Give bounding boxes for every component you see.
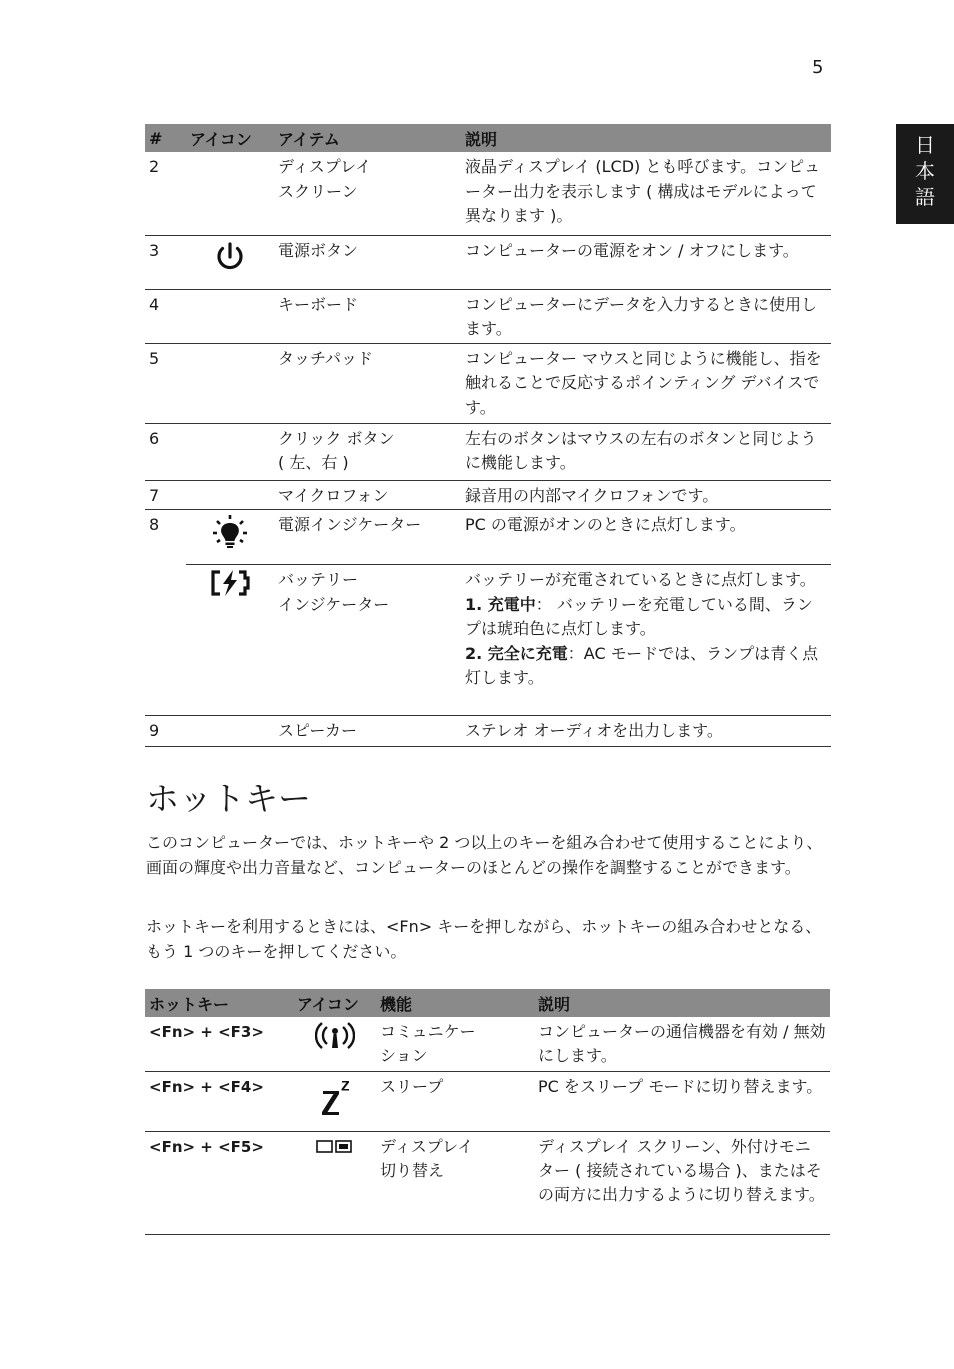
row-icon bbox=[186, 235, 274, 289]
header-icon: アイコン bbox=[293, 989, 376, 1017]
row-icon bbox=[186, 565, 274, 716]
battery-full-description bbox=[465, 642, 827, 691]
function-name bbox=[376, 1017, 534, 1071]
row-description: コンピューターの電源をオン / オフにします。 bbox=[461, 235, 831, 289]
row-item: マイクロフォン bbox=[274, 480, 461, 510]
row-icon bbox=[293, 1017, 376, 1071]
section-title: ホットキー bbox=[146, 779, 311, 818]
table-header-row bbox=[145, 989, 830, 1017]
row-icon bbox=[293, 1131, 376, 1234]
hotkeys-table bbox=[145, 989, 830, 1235]
page-number: 5 bbox=[812, 57, 824, 78]
item-line: ( 左、右 ) bbox=[278, 453, 349, 472]
row-icon-empty bbox=[186, 152, 274, 235]
hotkey-combo: <Fn> + <F4> bbox=[145, 1071, 293, 1131]
row-description: PC をスリープ モードに切り替えます。 bbox=[534, 1071, 830, 1131]
item-line: スクリーン bbox=[278, 181, 358, 201]
usage-paragraph: ホットキーを利用するときには、<Fn> キーを押しながら、ホットキーの組み合わせとなる、もう 1 つのキーを押してください。 bbox=[146, 917, 822, 961]
row-description: コンピューターにデータを入力するときに使用します。 bbox=[461, 289, 831, 343]
row-number: 6 bbox=[145, 423, 186, 480]
row-number: 9 bbox=[145, 716, 186, 747]
full-label: 2. 完全に充電 bbox=[465, 643, 568, 663]
row-item bbox=[274, 423, 461, 480]
table-row bbox=[145, 480, 831, 510]
table-row bbox=[145, 1017, 830, 1071]
battery-charging-description bbox=[465, 593, 827, 642]
charging-text: ： バッテリーを充電している間、ランプは琥珀色に点灯します。 bbox=[465, 594, 813, 638]
table-row bbox=[145, 152, 831, 235]
item-line: ディスプレイ bbox=[278, 157, 372, 176]
language-tab-char: 本 bbox=[915, 159, 935, 183]
row-number-empty bbox=[145, 565, 186, 716]
language-tab-char: 語 bbox=[915, 185, 935, 209]
header-description: 説明 bbox=[461, 124, 831, 152]
row-item: 電源ボタン bbox=[274, 235, 461, 289]
table-header-row bbox=[145, 124, 831, 152]
battery-charging-icon bbox=[209, 568, 251, 606]
table-row bbox=[145, 716, 831, 747]
charging-label: 1. 充電中 bbox=[465, 594, 536, 614]
power-indicator-icon bbox=[210, 513, 250, 561]
row-description: ディスプレイ スクリーン、外付けモニター ( 接続されている場合 )、またはその両方に出力するように切り替えます。 bbox=[534, 1131, 830, 1234]
row-icon bbox=[186, 510, 274, 565]
row-icon-empty bbox=[186, 289, 274, 343]
table-row bbox=[145, 510, 831, 565]
hotkey-combo: <Fn> + <F5> bbox=[145, 1131, 293, 1234]
battery-description-intro: バッテリーが充電されているときに点灯します。 bbox=[465, 570, 816, 589]
intro-paragraph: このコンピューターでは、ホットキーや 2 つ以上のキーを組み合わせて使用することにより、画面の輝度や出力音量など、コンピューターのほとんどの操作を調整することができます。 bbox=[146, 833, 823, 877]
hotkey-combo: <Fn> + <F3> bbox=[145, 1017, 293, 1071]
wireless-communication-icon bbox=[315, 1020, 355, 1059]
row-number: 2 bbox=[145, 152, 186, 235]
row-number: 5 bbox=[145, 343, 186, 423]
row-description: 録音用の内部マイクロフォンです。 bbox=[461, 480, 831, 510]
row-number: 3 bbox=[145, 235, 186, 289]
header-item: アイテム bbox=[274, 124, 461, 152]
row-item: スピーカー bbox=[274, 716, 461, 747]
row-description: 液晶ディスプレイ (LCD) とも呼びます。コンピューター出力を表示します ( 構成はモデルによって異なります )。 bbox=[461, 152, 831, 235]
header-icon: アイコン bbox=[186, 124, 274, 152]
full-text: ：AC モードでは、ランプは青く点灯します。 bbox=[465, 643, 819, 687]
row-number: 7 bbox=[145, 480, 186, 510]
header-function: 機能 bbox=[376, 989, 534, 1017]
row-icon-empty bbox=[186, 423, 274, 480]
header-hotkey: ホットキー bbox=[145, 989, 293, 1017]
table-row bbox=[145, 235, 831, 289]
row-item: 電源インジケーター bbox=[274, 510, 461, 565]
row-description: コンピューターの通信機器を有効 / 無効にします。 bbox=[534, 1017, 830, 1071]
row-icon-empty bbox=[186, 716, 274, 747]
table-row bbox=[145, 565, 831, 716]
row-item bbox=[274, 152, 461, 235]
function-line: ション bbox=[380, 1046, 428, 1065]
row-item: タッチパッド bbox=[274, 343, 461, 423]
function-name: スリープ bbox=[376, 1071, 534, 1131]
row-number: 4 bbox=[145, 289, 186, 343]
table-row bbox=[145, 343, 831, 423]
row-item: キーボード bbox=[274, 289, 461, 343]
item-line: クリック ボタン bbox=[278, 428, 395, 448]
function-line: ディスプレイ bbox=[380, 1136, 474, 1156]
row-description bbox=[461, 565, 831, 716]
function-name bbox=[376, 1131, 534, 1234]
language-tab-char: 日 bbox=[915, 133, 935, 157]
table-row bbox=[145, 289, 831, 343]
row-description: コンピューター マウスと同じように機能し、指を触れることで反応するポインティング デバイスです。 bbox=[461, 343, 831, 423]
components-table bbox=[145, 124, 831, 747]
power-icon bbox=[212, 239, 248, 283]
row-icon-empty bbox=[186, 343, 274, 423]
table-row bbox=[145, 423, 831, 480]
table-row bbox=[145, 1071, 830, 1131]
header-description: 説明 bbox=[534, 989, 830, 1017]
function-line: 切り替え bbox=[380, 1160, 445, 1180]
header-num: # bbox=[145, 124, 186, 152]
display-toggle-icon bbox=[315, 1135, 355, 1164]
row-item bbox=[274, 565, 461, 716]
row-icon bbox=[293, 1071, 376, 1131]
row-number: 8 bbox=[149, 515, 160, 534]
language-tab bbox=[896, 124, 954, 224]
sleep-icon bbox=[317, 1075, 353, 1124]
row-icon-empty bbox=[186, 480, 274, 510]
item-line: バッテリー bbox=[278, 570, 359, 589]
row-description: 左右のボタンはマウスの左右のボタンと同じように機能します。 bbox=[461, 423, 831, 480]
item-line: インジケーター bbox=[278, 594, 390, 614]
row-description: ステレオ オーディオを出力します。 bbox=[461, 716, 831, 747]
table-row bbox=[145, 1131, 830, 1234]
function-line: コミュニケー bbox=[380, 1022, 476, 1041]
row-description: PC の電源がオンのときに点灯します。 bbox=[461, 510, 831, 565]
